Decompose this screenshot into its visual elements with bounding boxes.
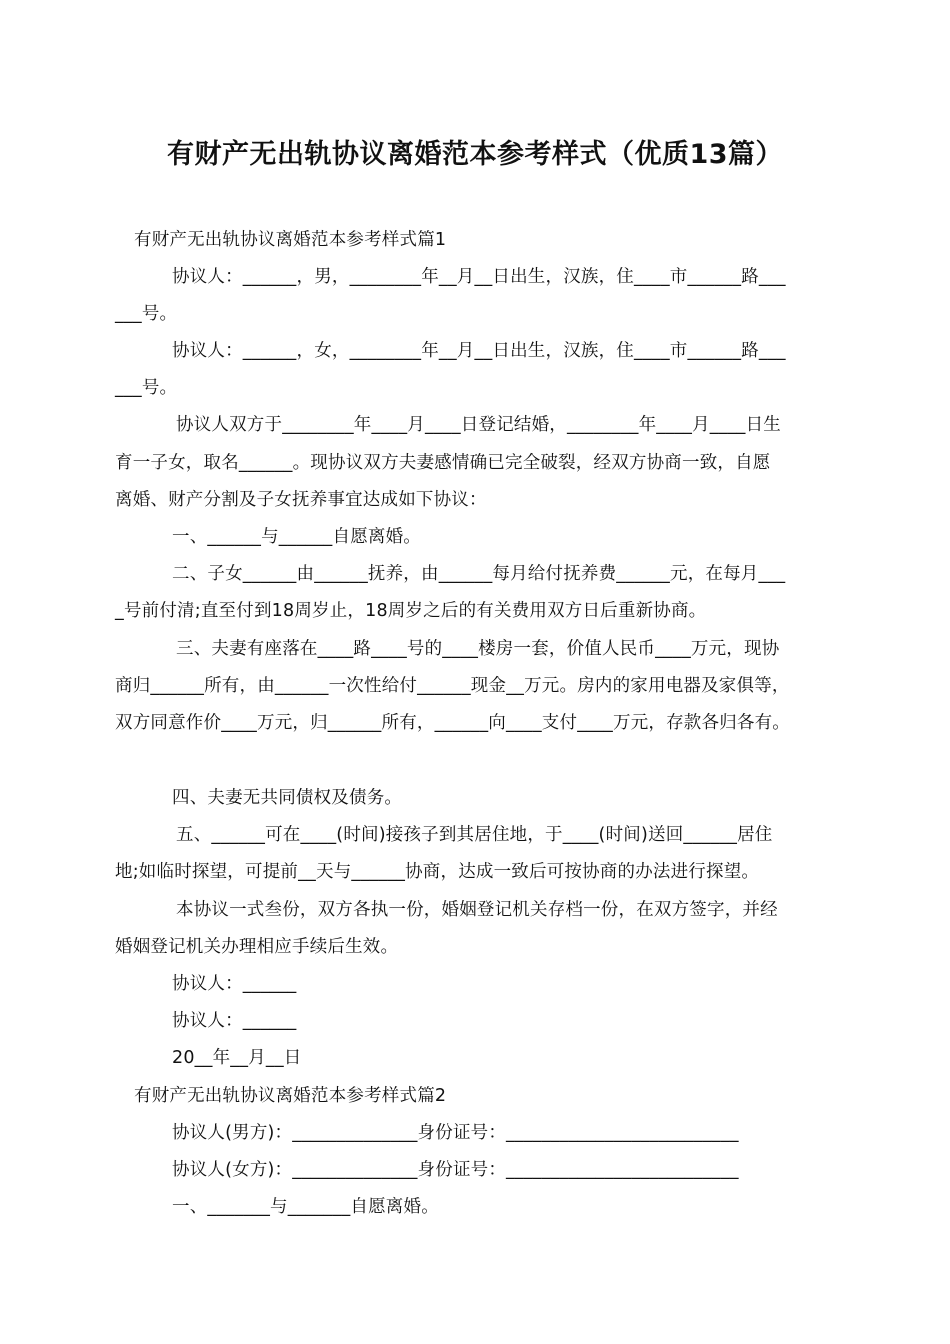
section-heading-2: 有财产无出轨协议离婚范本参考样式篇2 [134, 1086, 447, 1106]
paragraph-line: ___号。 [115, 378, 178, 398]
paragraph-line: 本协议一式叁份，双方各执一份，婚姻登记机关存档一份，在双方签字，并经 [176, 900, 778, 920]
paragraph-line: 四、夫妻无共同债权及债务。 [172, 788, 403, 808]
paragraph-line: 五、______可在____(时间)接孩子到其居住地，于____(时间)送回______居住 [176, 825, 773, 845]
date-line: 20__年__月__日 [172, 1048, 302, 1068]
paragraph-line: 商归______所有，由______一次性给付______现金__万元。房内的家用电器及家俱等， [115, 676, 790, 696]
signature-line: 协议人：______ [172, 1011, 297, 1031]
paragraph-line: 离婚、财产分割及子女抚养事宜达成如下协议： [115, 490, 487, 510]
paragraph-line: 一、_______与_______自愿离婚。 [172, 1197, 439, 1217]
paragraph-line: _号前付清;直至付到18周岁止，18周岁之后的有关费用双方日后重新协商。 [115, 601, 707, 621]
paragraph-line: 协议人(男方)：______________身份证号：__________________________ [172, 1123, 739, 1143]
paragraph-line: 协议人：______，男，________年__月__日出生，汉族，住____市______路___ [172, 267, 786, 287]
paragraph-line: 育一子女，取名______。现协议双方夫妻感情确已完全破裂，经双方协商一致，自愿 [115, 453, 771, 473]
paragraph-line: 地;如临时探望，可提前__天与______协商，达成一致后可按协商的办法进行探望。 [115, 862, 760, 882]
paragraph-line: 双方同意作价____万元，归______所有，______向____支付____万元，存款各归各有。 [115, 713, 790, 733]
signature-line: 协议人：______ [172, 974, 297, 994]
paragraph-line: 协议人双方于________年____月____日登记结婚，________年____月____日生 [176, 415, 781, 435]
document-title: 有财产无出轨协议离婚范本参考样式（优质13篇） [166, 139, 784, 170]
paragraph-line: 协议人(女方)：______________身份证号：__________________________ [172, 1160, 739, 1180]
paragraph-line: ___号。 [115, 304, 178, 324]
paragraph-line: 三、夫妻有座落在____路____号的____楼房一套，价值人民币____万元，现协 [176, 639, 780, 659]
paragraph-line: 协议人：______，女，________年__月__日出生，汉族，住____市______路___ [172, 341, 786, 361]
paragraph-line: 一、______与______自愿离婚。 [172, 527, 421, 547]
paragraph-line: 婚姻登记机关办理相应手续后生效。 [115, 937, 399, 957]
paragraph-line: 二、子女______由______抚养，由______每月给付抚养费______元，在每月___ [172, 564, 786, 584]
section-heading-1: 有财产无出轨协议离婚范本参考样式篇1 [134, 230, 447, 250]
